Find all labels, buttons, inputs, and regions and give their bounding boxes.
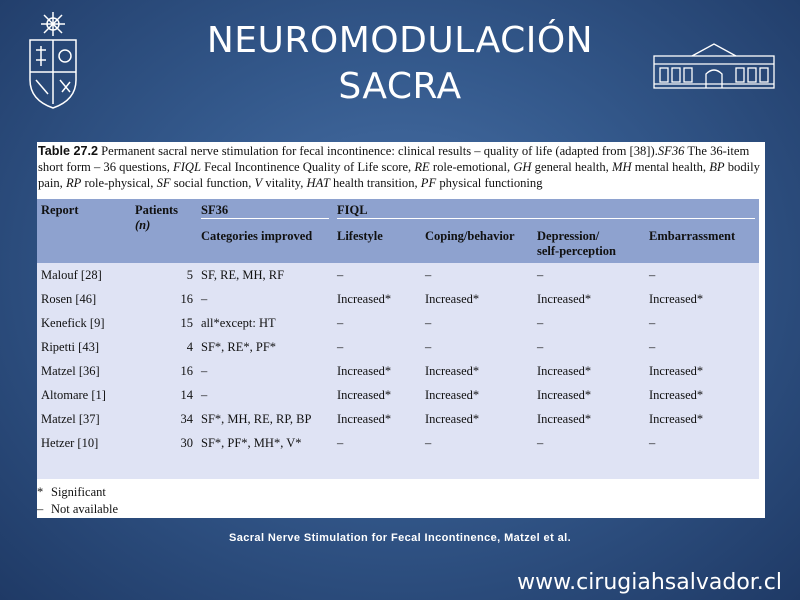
table-row (37, 407, 759, 431)
cell-patients: 34 (180, 411, 193, 426)
table-panel (37, 142, 765, 518)
header-sf36: SF36 (197, 199, 333, 225)
header-patients (131, 199, 197, 263)
cell-depression: Increased* (537, 363, 592, 378)
cell-patients: 15 (180, 315, 193, 330)
abbr-desc: mental health, (631, 160, 710, 174)
header-depression: Depression/ self-perception (537, 229, 616, 258)
table-row (37, 383, 759, 407)
cell-coping: Increased* (425, 387, 480, 402)
cell-report: Kenefick [9] (41, 315, 105, 330)
cell-depression: – (537, 435, 544, 450)
cell-categories: all*except: HT (201, 315, 276, 330)
abbr-term: RE (414, 160, 430, 174)
header-report: Report (41, 203, 79, 217)
cell-lifestyle: – (337, 339, 344, 354)
abbr-desc: Fecal Incontinence Quality of Life score, (201, 160, 415, 174)
cell-embarrassment: – (649, 435, 656, 450)
cell-lifestyle: Increased* (337, 387, 392, 402)
abbr-term: HAT (306, 176, 330, 190)
cell-embarrassment: Increased* (649, 387, 704, 402)
abbr-term: GH (513, 160, 532, 174)
cell-categories: – (201, 387, 208, 402)
cell-report: Hetzer [10] (41, 435, 99, 450)
cell-depression: – (537, 315, 544, 330)
table-row (37, 431, 759, 455)
cell-embarrassment: – (649, 315, 656, 330)
cell-embarrassment: – (649, 339, 656, 354)
cell-patients: 14 (180, 387, 193, 402)
abbr-desc: The 36-item short form – 36 questions, (38, 144, 750, 174)
cell-patients: 30 (180, 435, 193, 450)
abbr-term: PF (420, 176, 437, 190)
abbr-desc: social function, (170, 176, 255, 190)
table-row (37, 359, 759, 383)
abbr-desc: bodily pain, (38, 160, 760, 190)
cell-categories: – (201, 363, 208, 378)
cell-coping: Increased* (425, 411, 480, 426)
cell-report: Altomare [1] (41, 387, 106, 402)
source-note: Sacral Nerve Stimulation for Fecal Incontinence, Matzel et al. (228, 532, 572, 544)
table-row (37, 311, 759, 335)
note-not-available: – Not available (37, 502, 118, 516)
table-caption (37, 142, 765, 195)
cell-embarrassment: Increased* (649, 291, 704, 306)
slide-title (150, 18, 650, 110)
cell-depression: – (537, 267, 544, 282)
website-url: www.cirugiahsalvador.cl (517, 570, 782, 595)
abbr-desc: general health, (531, 160, 612, 174)
cell-report: Malouf [28] (41, 267, 102, 282)
cell-patients: 16 (180, 291, 193, 306)
slide-title-line1: NEUROMODULACIÓN (206, 20, 594, 61)
cell-depression: Increased* (537, 411, 592, 426)
header-coping: Coping/behavior (425, 229, 515, 243)
abbr-desc: role-physical, (81, 176, 157, 190)
table-row (37, 287, 759, 311)
table-row (37, 335, 759, 359)
cell-coping: – (425, 267, 432, 282)
building-facade-icon (652, 42, 776, 90)
cell-coping: Increased* (425, 363, 480, 378)
header-embarrassment: Embarrassment (649, 229, 736, 243)
note-significant: * Significant (37, 485, 106, 499)
cell-categories: SF*, PF*, MH*, V* (201, 435, 302, 450)
cell-lifestyle: – (337, 435, 344, 450)
cell-report: Rosen [46] (41, 291, 97, 306)
abbr-desc: physical functioning (436, 176, 543, 190)
cell-coping: – (425, 315, 432, 330)
cell-coping: – (425, 339, 432, 354)
cell-patients: 5 (186, 267, 193, 282)
cell-report: Matzel [37] (41, 411, 100, 426)
abbr-term: FIQL (173, 160, 202, 174)
cell-patients: 4 (186, 339, 193, 354)
cell-lifestyle: Increased* (337, 363, 392, 378)
header-patients-unit: (n) (135, 218, 151, 232)
caption-text: Permanent sacral nerve stimulation for fecal incontinence: clinical results – quality of life (adapted from [38]). (101, 144, 658, 158)
cell-lifestyle: Increased* (337, 411, 392, 426)
caption-label: Table 27.2 (38, 144, 98, 158)
abbr-desc: vitality, (262, 176, 307, 190)
cell-report: Matzel [36] (41, 363, 100, 378)
cell-categories: – (201, 291, 208, 306)
cell-embarrassment: Increased* (649, 411, 704, 426)
abbr-desc: health transition, (329, 176, 421, 190)
abbr-term: SF36 (657, 144, 685, 158)
cell-categories: SF*, MH, RE, RP, BP (201, 411, 312, 426)
cell-categories: SF, RE, MH, RF (201, 267, 285, 282)
header-patients-label: Patients (135, 203, 179, 217)
abbr-term: BP (709, 160, 725, 174)
abbr-term: MH (611, 160, 632, 174)
cell-embarrassment: – (649, 267, 656, 282)
cell-patients: 16 (180, 363, 193, 378)
abbr-desc: role-emotional, (429, 160, 514, 174)
cell-report: Ripetti [43] (41, 339, 99, 354)
header-fiql: FIQL (333, 199, 759, 225)
cell-lifestyle: – (337, 267, 344, 282)
abbr-term: V (254, 176, 263, 190)
cell-depression: Increased* (537, 387, 592, 402)
cell-depression: – (537, 339, 544, 354)
cell-lifestyle: – (337, 315, 344, 330)
abbr-term: SF (156, 176, 171, 190)
table-row (37, 263, 759, 287)
slide-title-line2: SACRA (338, 66, 462, 107)
header-lifestyle: Lifestyle (337, 229, 383, 243)
cell-embarrassment: Increased* (649, 363, 704, 378)
abbr-term: RP (65, 176, 82, 190)
results-table (37, 199, 759, 479)
cell-lifestyle: Increased* (337, 291, 392, 306)
table-notes (37, 484, 118, 518)
cell-coping: – (425, 435, 432, 450)
header-categories-improved: Categories improved (201, 229, 313, 243)
cell-coping: Increased* (425, 291, 480, 306)
cell-depression: Increased* (537, 291, 592, 306)
university-crest-icon (26, 10, 80, 110)
cell-categories: SF*, RE*, PF* (201, 339, 277, 354)
